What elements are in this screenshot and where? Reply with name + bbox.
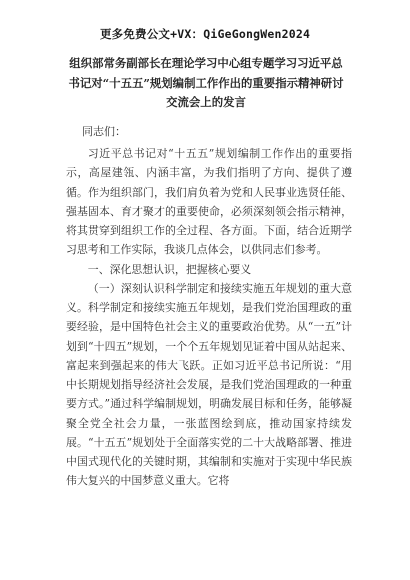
paragraph-intro: 习近平总书记对“十五五”规划编制工作作出的重要指示，高屋建瓴、内涵丰富，为我们指明了方向、提供了遵循。作为组织部门，我们肩负着为党和人民事业选贤任能、强基固本、育才聚才的重要使命，必须深刻领会指示精神，将其贯穿到组织工作的全过程、各方面。下面，结合近期学习思考和工作实际，我谈几点体会，以供同志们参考。 [66,147,352,257]
document-body [66,144,352,491]
paragraph-subsection-1: （一）深刻认识科学制定和接续实施五年规划的重大意义。科学制定和接续实施五年规划，是我们党治国理政的重要经验，是中国特色社会主义的重要政治优势。从“一五”计划到“十四五”规划，一个个五年规划见证着中国从站起来、富起来到强起来的伟大飞跃。正如习近平总书记所说：“用中长期规划指导经济社会发展，是我们党治国理政的一种重要方式。”通过科学编制规划，明确发展目标和任务，能够凝聚全党全社会力量，一张蓝图绘到底，推动国家持续发展。“十五五”规划处于全面落实党的二十大战略部署、推进中国式现代化的关键时期，其编制和实施对于实现中华民族伟大复兴的中国梦意义重大。它将 [66,281,352,488]
salutation: 同志们： [82,125,126,138]
watermark-header: 更多免费公文+VX：QiGeGongWen2024 [99,27,311,41]
document-title: 组织部常务副部长在理论学习中心组专题学习习近平总书记对“十五五”规划编制工作作出的重要指示精神研讨交流会上的发言 [68,56,344,109]
section-heading: 一、深化思想认识，把握核心要义 [87,262,252,276]
